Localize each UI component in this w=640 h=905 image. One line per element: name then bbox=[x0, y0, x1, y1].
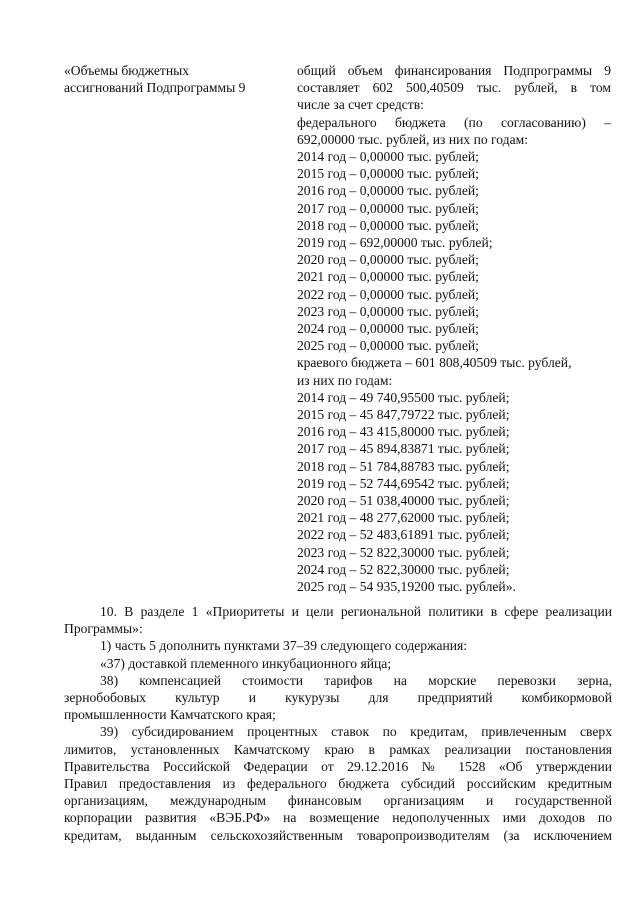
item-39-line: корпорации развития «ВЭБ.РФ» на возмещение недополученных ими доходов по bbox=[64, 810, 612, 826]
item-38-line: зернобобовых культур и кукурузы для предприятий комбикормовой bbox=[64, 690, 612, 706]
item-39-line: лимитов, установленных Камчатскому краю в рамках реализации постановления bbox=[64, 741, 612, 757]
federal-year-item: 2017 год – 0,00000 тыс. рублей; bbox=[297, 200, 479, 216]
regional-year-item: 2023 год – 52 822,30000 тыс. рублей; bbox=[297, 544, 510, 560]
table-right-cell bbox=[297, 62, 611, 595]
item-38-line: 38) компенсацией стоимости тарифов на морские перевозки зерна, bbox=[100, 672, 612, 688]
item-39-line: Правил предоставления из федерального бюджета субсидий российским кредитным bbox=[64, 776, 612, 792]
federal-year-item: 2023 год – 0,00000 тыс. рублей; bbox=[297, 303, 479, 319]
regional-year-item: 2021 год – 48 277,62000 тыс. рублей; bbox=[297, 510, 510, 526]
federal-year-item: 2022 год – 0,00000 тыс. рублей; bbox=[297, 286, 479, 302]
federal-year-item: 2025 год – 0,00000 тыс. рублей; bbox=[297, 338, 479, 354]
paragraph-10-line: Программы»: bbox=[64, 621, 143, 637]
total-funding-line: составляет 602 500,40509 тыс. рублей, в том bbox=[297, 80, 611, 96]
federal-year-item: 2018 год – 0,00000 тыс. рублей; bbox=[297, 217, 479, 233]
federal-budget-line: 692,00000 тыс. рублей, из них по годам: bbox=[297, 131, 529, 147]
item-39-line: организациям, международным финансовым организациям и государственной bbox=[64, 793, 612, 809]
regional-year-item: 2016 год – 43 415,80000 тыс. рублей; bbox=[297, 424, 510, 440]
item-38-line: промышленности Камчатского края; bbox=[64, 707, 276, 723]
federal-budget-line: федерального бюджета (по согласованию) – bbox=[297, 114, 611, 130]
federal-year-item: 2024 год – 0,00000 тыс. рублей; bbox=[297, 321, 479, 337]
document-body bbox=[64, 603, 612, 844]
federal-year-item: 2021 год – 0,00000 тыс. рублей; bbox=[297, 269, 479, 285]
regional-year-item: 2024 год – 52 822,30000 тыс. рублей; bbox=[297, 561, 510, 577]
regional-year-item: 2019 год – 52 744,69542 тыс. рублей; bbox=[297, 475, 510, 491]
item-37: «37) доставкой племенного инкубационного яйца; bbox=[100, 655, 392, 671]
left-cell-line: ассигнований Подпрограммы 9 bbox=[64, 80, 246, 96]
federal-year-item: 2014 год – 0,00000 тыс. рублей; bbox=[297, 149, 479, 165]
regional-year-item: 2017 год – 45 894,83871 тыс. рублей; bbox=[297, 441, 510, 457]
item-39-line: 39) субсидированием процентных ставок по кредитам, привлеченным сверх bbox=[100, 724, 612, 740]
total-funding-line: общий объем финансирования Подпрограммы 9 bbox=[297, 63, 611, 78]
regional-budget-line: из них по годам: bbox=[297, 372, 393, 388]
item-1: 1) часть 5 дополнить пунктами 37–39 следующего содержания: bbox=[100, 638, 468, 654]
table-left-cell bbox=[64, 62, 276, 96]
item-39-line: кредитам, выданным сельскохозяйственным товаропроизводителям (за исключением bbox=[64, 827, 612, 843]
paragraph-10-line: 10. В разделе 1 «Приоритеты и цели региональной политики в сфере реализации bbox=[100, 604, 612, 619]
federal-year-item: 2019 год – 692,00000 тыс. рублей; bbox=[297, 235, 493, 251]
regional-year-item: 2014 год – 49 740,95500 тыс. рублей; bbox=[297, 389, 510, 405]
federal-year-item: 2016 год – 0,00000 тыс. рублей; bbox=[297, 183, 479, 199]
regional-year-item: 2025 год – 54 935,19200 тыс. рублей». bbox=[297, 579, 516, 595]
left-cell-line: «Объемы бюджетных bbox=[64, 63, 190, 78]
federal-year-item: 2020 год – 0,00000 тыс. рублей; bbox=[297, 252, 479, 268]
regional-year-item: 2015 год – 45 847,79722 тыс. рублей; bbox=[297, 407, 510, 423]
regional-year-item: 2018 год – 51 784,88783 тыс. рублей; bbox=[297, 458, 510, 474]
item-39-line: Правительства Российской Федерации от 29.12.2016 № 1528 «Об утверждении bbox=[64, 758, 612, 774]
regional-year-item: 2020 год – 51 038,40000 тыс. рублей; bbox=[297, 493, 510, 509]
regional-budget-line: краевого бюджета – 601 808,40509 тыс. рублей, bbox=[297, 355, 572, 371]
total-funding-line: числе за счет средств: bbox=[297, 97, 424, 113]
regional-year-item: 2022 год – 52 483,61891 тыс. рублей; bbox=[297, 527, 510, 543]
federal-year-item: 2015 год – 0,00000 тыс. рублей; bbox=[297, 166, 479, 182]
